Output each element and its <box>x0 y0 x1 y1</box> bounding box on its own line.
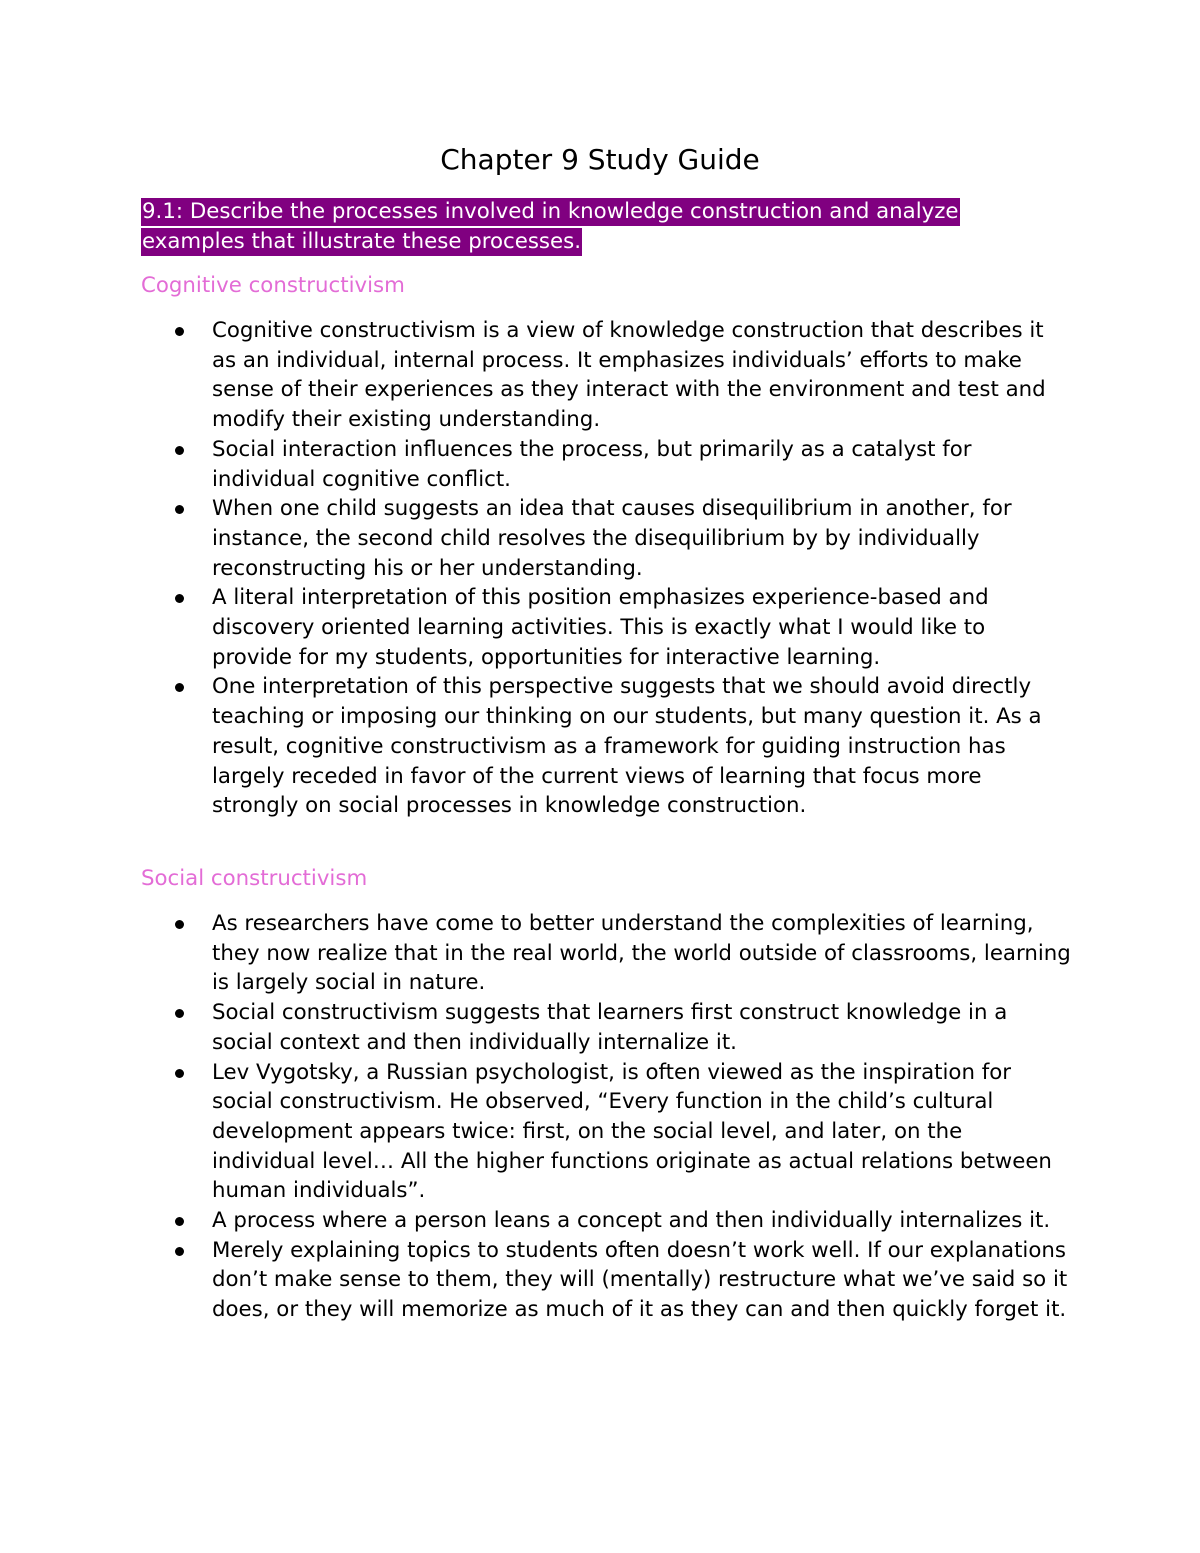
list-item <box>141 1206 1071 1236</box>
bullet-text: A process where a person leans a concept and then individually internalizes it. <box>212 1208 1051 1234</box>
list-item <box>141 435 1071 494</box>
list-item <box>141 316 1071 435</box>
list-item <box>141 583 1071 672</box>
bullet-icon <box>175 683 184 692</box>
section-heading-cognitive-constructivism: Cognitive constructivism <box>141 273 405 298</box>
section-heading-social-constructivism: Social constructivism <box>141 866 368 891</box>
bullet-icon <box>175 1217 184 1226</box>
page-title: Chapter 9 Study Guide <box>440 143 760 176</box>
list-item <box>141 494 1071 583</box>
bullet-text: One interpretation of this perspective suggests that we should avoid directly teaching or imposing our thinking on our students, but many question it. As a result, cognitive constructivism as a framework for guiding instruction has largely receded in favor of the current views of learning that focus more strongly on social processes in knowledge construction. <box>212 674 1042 819</box>
list-item <box>141 1058 1071 1207</box>
bullet-icon <box>175 505 184 514</box>
bullet-text: Cognitive constructivism is a view of knowledge construction that describes it as an individual, internal process. It emphasizes individuals’ efforts to make sense of their experiences as they interact with the environment and test and modify their existing understanding. <box>212 318 1046 433</box>
list-item <box>141 909 1071 998</box>
objective-highlight: 9.1: Describe the processes involved in knowledge construction and analyze examples that illustrate these processes. <box>142 199 959 254</box>
bullet-text: Social interaction influences the process, but primarily as a catalyst for individual cognitive conflict. <box>212 436 972 492</box>
bullet-icon <box>175 920 184 929</box>
list-item <box>141 1236 1071 1325</box>
learning-objective <box>141 197 1051 256</box>
bullet-text: When one child suggests an idea that causes disequilibrium in another, for instance, the second child resolves the disequilibrium by by individually reconstructing his or her understanding. <box>212 496 1012 581</box>
bullet-icon <box>175 1009 184 1018</box>
bullet-text: Merely explaining topics to students often doesn’t work well. If our explanations don’t make sense to them, they will (mentally) restructure what we’ve said so it does, or they will memorize as much of it as they can and then quickly forget it. <box>212 1237 1068 1323</box>
bullet-icon <box>175 446 184 455</box>
bullet-text: As researchers have come to better understand the complexities of learning, they now realize that in the real world, the world outside of classrooms, learning is largely social in nature. <box>212 911 1071 996</box>
bullet-text: Social constructivism suggests that learners first construct knowledge in a social context and then individually internalize it. <box>212 1000 1008 1055</box>
bullet-icon <box>175 1069 184 1078</box>
bullet-icon <box>175 1247 184 1256</box>
bullet-icon <box>175 327 184 336</box>
bullet-icon <box>175 594 184 603</box>
list-item <box>141 998 1071 1057</box>
bullet-text: Lev Vygotsky, a Russian psychologist, is often viewed as the inspiration for social constructivism. He observed, “Every function in the child’s cultural development appears twice: first, on the social level, and later, on the individual level… All the higher functions originate as actual relations between human individuals”. <box>212 1059 1052 1204</box>
bullet-text: A literal interpretation of this position emphasizes experience-based and discovery oriented learning activities. This is exactly what I would like to provide for my students, opportunities for interactive learning. <box>212 585 989 670</box>
bullet-list-cognitive <box>141 316 1071 821</box>
bullet-list-social <box>141 909 1071 1325</box>
list-item <box>141 672 1071 821</box>
